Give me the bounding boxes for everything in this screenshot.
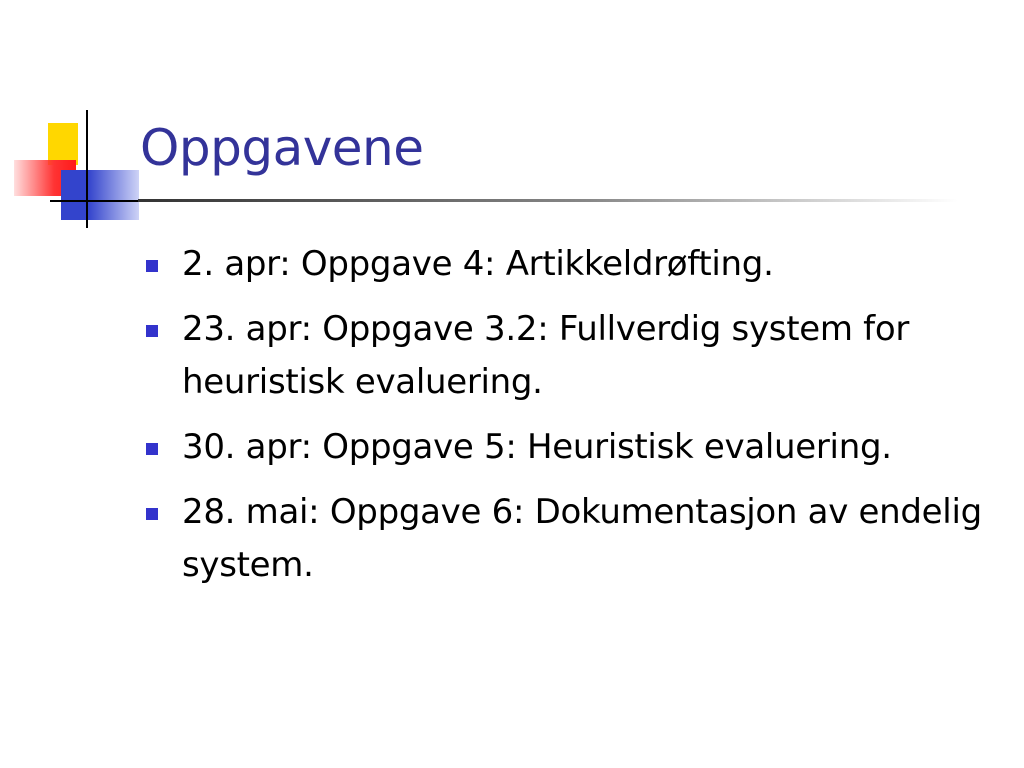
bullet-text: 23. apr: Oppgave 3.2: Fullverdig system for heuristisk evaluering. — [182, 309, 910, 402]
square-bullet-icon — [146, 325, 158, 337]
bullet-item — [146, 238, 1006, 291]
bullet-text: 28. mai: Oppgave 6: Dokumentasjon av endelig system. — [182, 492, 982, 585]
logo-horizontal-line — [50, 200, 138, 202]
square-bullet-icon — [146, 260, 158, 272]
corner-logo-graphic — [0, 0, 150, 240]
bullet-item — [146, 486, 1006, 592]
slide-title: Oppgavene — [140, 119, 424, 177]
yellow-square — [48, 123, 78, 165]
bullet-item — [146, 303, 1006, 409]
bullet-text: 2. apr: Oppgave 4: Artikkeldrøfting. — [182, 244, 774, 284]
blue-square — [61, 170, 139, 220]
bullet-text: 30. apr: Oppgave 5: Heuristisk evaluering. — [182, 427, 892, 467]
square-bullet-icon — [146, 508, 158, 520]
title-underline-rule — [138, 199, 958, 202]
logo-vertical-line — [86, 110, 88, 228]
bullet-list — [146, 238, 1006, 604]
square-bullet-icon — [146, 443, 158, 455]
bullet-item — [146, 421, 1006, 474]
